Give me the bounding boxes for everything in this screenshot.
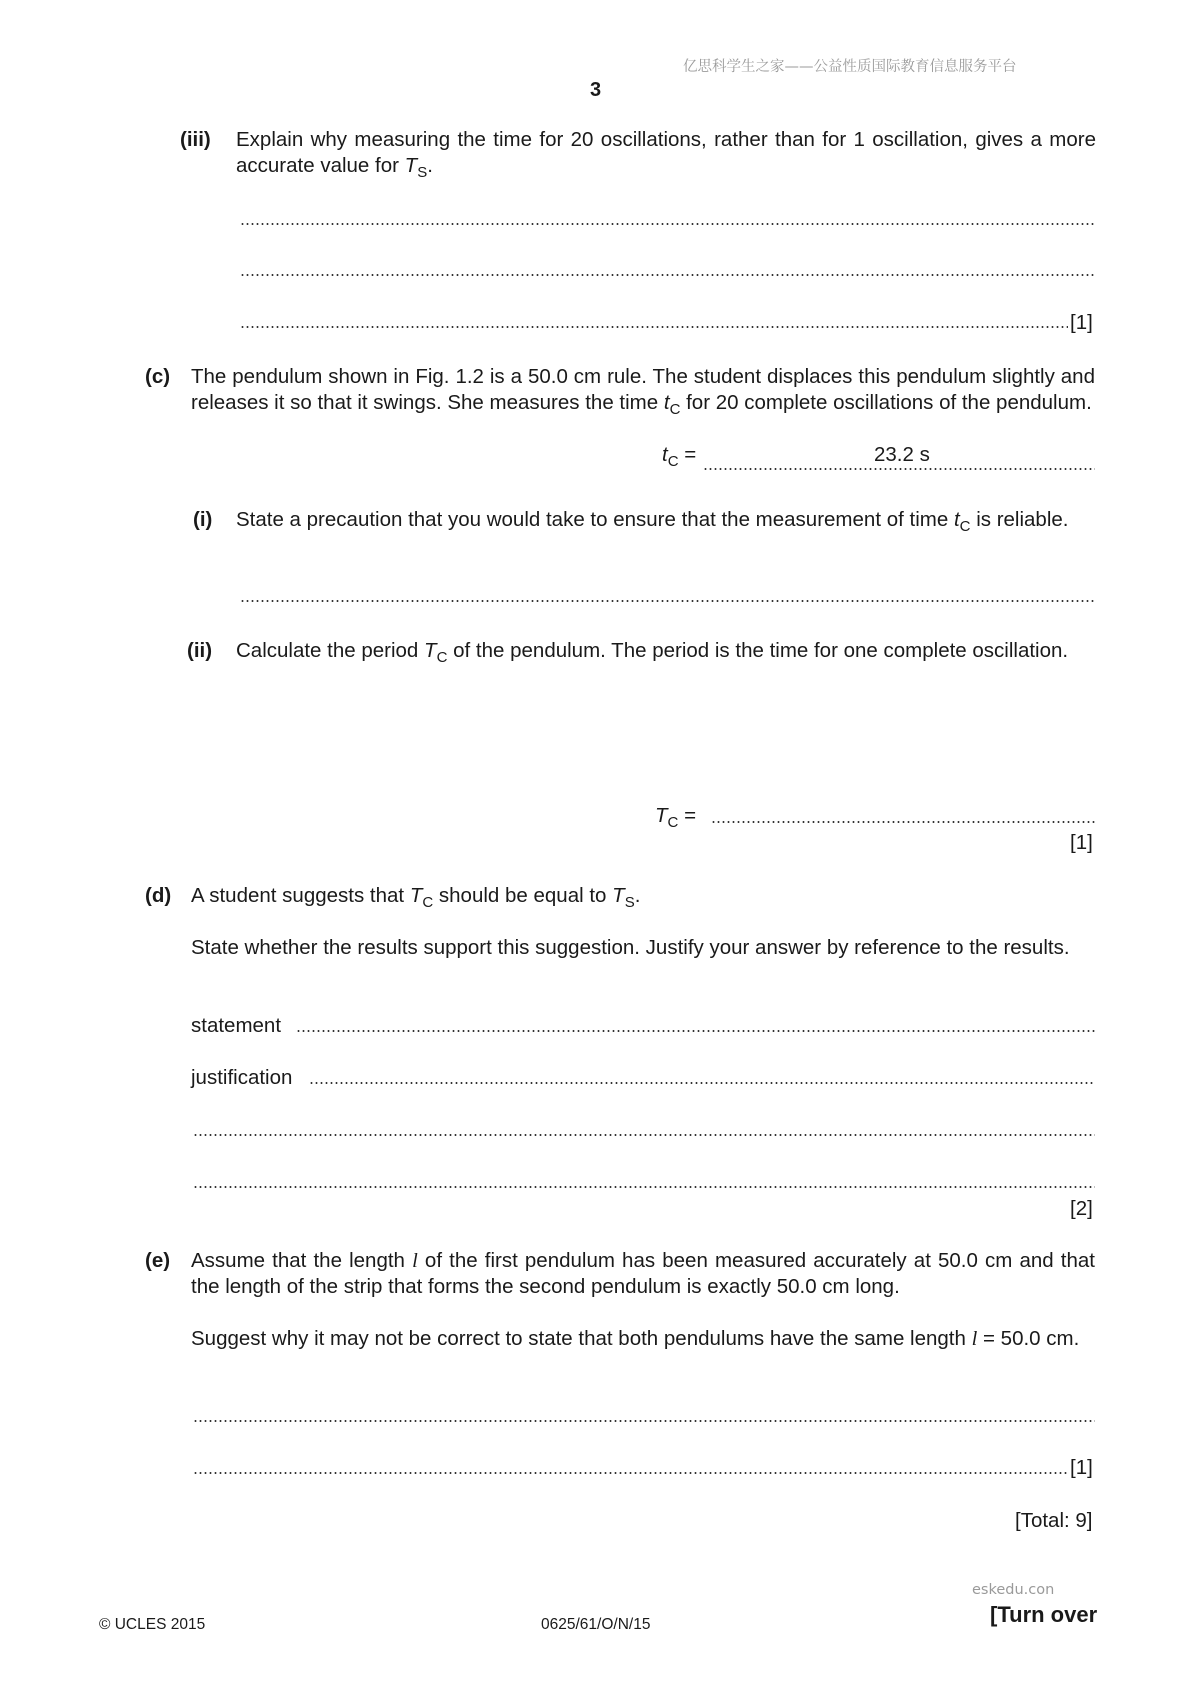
mark-allocation: [2] xyxy=(1070,1197,1093,1220)
statement-label: statement xyxy=(191,1014,282,1037)
answer-line[interactable] xyxy=(193,1419,1095,1423)
page-number: 3 xyxy=(590,79,602,101)
question-text: Explain why measuring the time for 20 oscillations, rather than for 1 oscillation, gives a more accurate value for $T_S$. xyxy=(236,128,1096,181)
question-text: State a precaution that you would take to ensure that the measurement of time $t_C$ is reliable. xyxy=(236,508,1069,535)
answer-line[interactable] xyxy=(193,1133,1095,1137)
question-label: (iii) xyxy=(180,128,211,151)
answer-line[interactable] xyxy=(240,325,1068,329)
answer-line[interactable] xyxy=(296,1029,1095,1033)
copyright: © UCLES 2015 xyxy=(99,1616,206,1633)
question-text: Calculate the period $T_C$ of the pendulum. The period is the time for one complete oscillation. xyxy=(236,639,1069,666)
answer-symbol: $T_C$ = xyxy=(655,804,697,831)
question-label: (ii) xyxy=(187,639,213,662)
answer-line[interactable] xyxy=(240,599,1095,603)
question-text: Suggest why it may not be correct to state that both pendulums have the same length l = 50.0 cm. xyxy=(191,1327,1080,1350)
answer-line[interactable] xyxy=(193,1185,1095,1189)
answer-line[interactable] xyxy=(703,467,1095,471)
total-marks: [Total: 9] xyxy=(1015,1509,1093,1532)
paper-code: 0625/61/O/N/15 xyxy=(541,1616,651,1633)
question-text: State whether the results support this suggestion. Justify your answer by reference to the results. xyxy=(191,936,1070,959)
answer-line[interactable] xyxy=(193,1471,1068,1475)
watermark-text: 亿思科学生之家——公益性质国际教育信息服务平台 xyxy=(683,59,1017,75)
turn-over: [Turn over xyxy=(990,1602,1098,1627)
answer-line[interactable] xyxy=(240,273,1095,277)
answer-value: 23.2 s xyxy=(874,443,930,466)
question-label: (d) xyxy=(145,884,172,907)
question-text: Assume that the length l of the first pendulum has been measured accurately at 50.0 cm and that the length of the strip that forms the second pendulum is exactly 50.0 cm long. xyxy=(191,1249,1095,1298)
question-label: (c) xyxy=(145,365,171,388)
question-label: (e) xyxy=(145,1249,171,1272)
answer-symbol: $t_C$ = xyxy=(662,443,697,470)
answer-line[interactable] xyxy=(240,222,1095,226)
question-label: (i) xyxy=(193,508,213,531)
answer-line[interactable] xyxy=(711,820,1095,824)
mark-allocation: [1] xyxy=(1070,1456,1093,1479)
mark-allocation: [1] xyxy=(1070,831,1093,854)
justification-label: justification xyxy=(191,1066,293,1089)
mark-allocation: [1] xyxy=(1070,311,1093,334)
question-text: The pendulum shown in Fig. 1.2 is a 50.0 cm rule. The student displaces this pendulum slightly and releases it so that it swings. She measures the time $t_C$ for 20 complete oscillations of the pendulum. xyxy=(191,365,1095,418)
answer-line[interactable] xyxy=(309,1081,1095,1085)
question-text: A student suggests that $T_C$ should be equal to $T_S$. xyxy=(191,884,641,911)
watermark-text: eskedu.con xyxy=(972,1582,1055,1598)
